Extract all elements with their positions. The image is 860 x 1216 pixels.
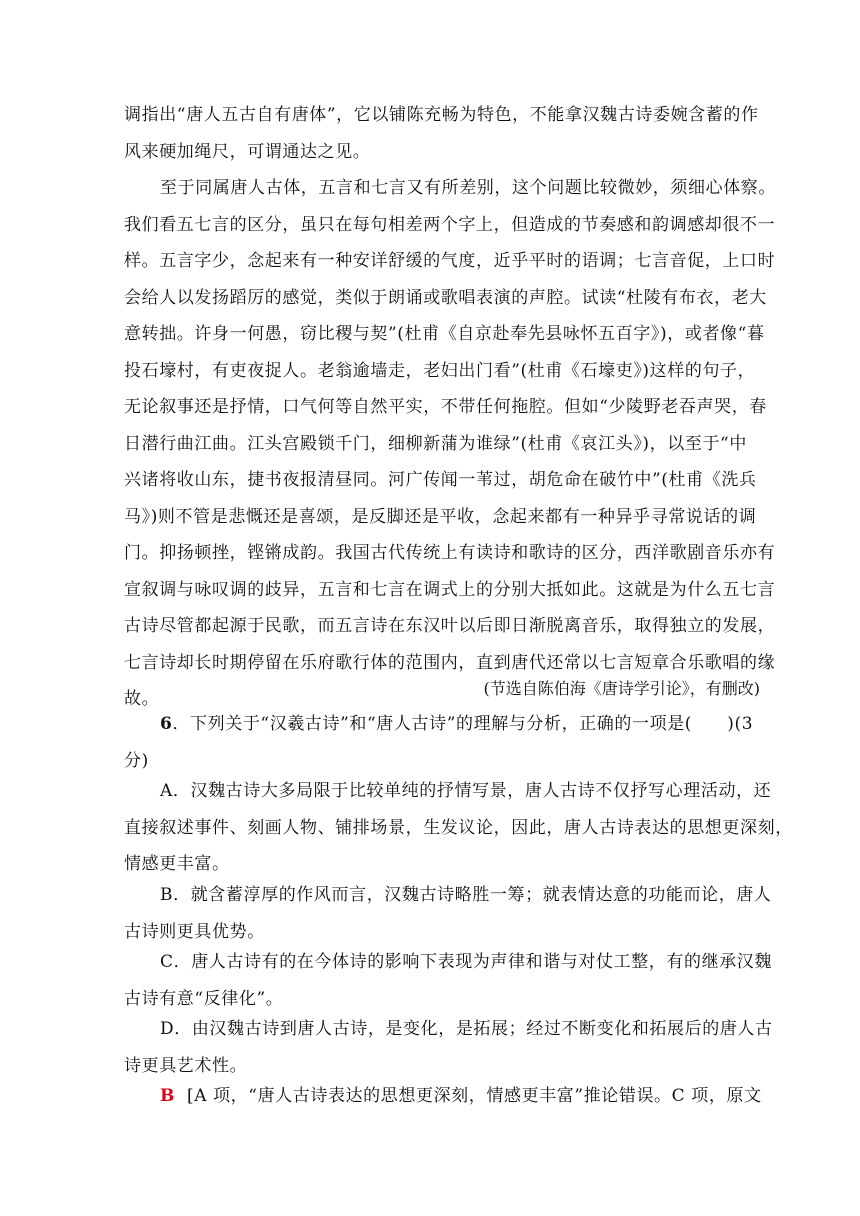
text-line: 宣叙调与咏叹调的歧异，五言和七言在调式上的分别大抵如此。这就是为什么五七言	[124, 579, 776, 600]
option-line: B．就含蓄淳厚的作风而言，汉魏古诗略胜一筹；就表情达意的功能而论，唐人	[160, 885, 772, 905]
question-stem-text: ．下列关于“汉羲古诗”和“唐人古诗”的理解与分析，正确的一项是( )(3	[172, 714, 754, 734]
source-citation: (节选自陈伯海《唐诗学引论》，有删改)	[483, 679, 760, 698]
question-stem-line: 分)	[124, 750, 149, 771]
option-line: 情感更丰富。	[124, 854, 230, 874]
option-line: 古诗有意“反律化”。	[124, 988, 284, 1009]
text-line: 调指出“唐人五古自有唐体”，它以铺陈充畅为特色，不能拿汉魏古诗委婉含蓄的作	[124, 105, 759, 125]
text-line: 古诗尽管都起源于民歌，而五言诗在东汉叶以后即日渐脱离音乐，取得独立的发展，	[124, 616, 776, 636]
text-line: 七言诗却长时期停留在乐府歌行体的范围内，直到唐代还常以七言短章合乐歌唱的缘	[124, 652, 776, 673]
option-line: A．汉魏古诗大多局限于比较单纯的抒情写景，唐人古诗不仅抒写心理活动，还	[160, 781, 772, 801]
question-number: 6	[160, 714, 173, 734]
answer-line	[124, 1078, 760, 1115]
paragraph-2	[124, 170, 776, 718]
answer-text: [A 项，“唐人古诗表达的思想更深刻，情感更丰富”推论错误。C 项，原文	[186, 1086, 762, 1106]
text-line: 意转拙。许身一何愚，窃比稷与契”(杜甫《自京赴奉先县咏怀五百字》)，或者像“暮	[124, 324, 765, 344]
option-c	[124, 944, 773, 1017]
text-line: 会给人以发扬蹈厉的感觉，类似于朗诵或歌唱表演的声腔。试读“杜陵有布衣，老大	[124, 287, 767, 308]
text-line: 门。抑扬顿挫，铿锵成韵。我国古代传统上有读诗和歌诗的区分，西洋歌剧音乐亦有	[124, 543, 776, 563]
answer-letter: B	[160, 1086, 175, 1106]
text-line: 马》)则不管是悲慨还是喜颂，是反脚还是平收，念起来都有一种异乎寻常说话的调	[124, 506, 757, 527]
text-line: 风来硬加绳尺，可谓通达之见。	[124, 141, 371, 162]
text-line: 日潜行曲江曲。江头宫殿锁千门，细柳新蒲为谁绿”(杜甫《哀江头》)，以至于“中	[124, 433, 747, 454]
option-line: D．由汉魏古诗到唐人古诗，是变化，是拓展；经过不断变化和拓展后的唐人古	[160, 1019, 773, 1039]
text-line: 无论叙事还是抒情，口气何等自然平实，不带任何拖腔。但如“少陵野老吞声哭，春	[124, 397, 767, 417]
text-line: 兴诸将收山东，捷书夜报清昼同。河广传闻一苇过，胡危命在破竹中”(杜甫《洗兵	[124, 470, 757, 490]
answer-explanation	[124, 1078, 760, 1115]
option-line: 直接叙述事件、刻画人物、铺排场景，生发议论，因此，唐人古诗表达的思想更深刻，	[124, 817, 793, 838]
paragraph-1	[124, 97, 760, 170]
text-line: 故。	[124, 689, 160, 709]
option-d	[124, 1011, 773, 1084]
text-line: 投石壕村，有吏夜捉人。老翁逾墙走，老妇出门看”(杜甫《石壕吏》)这样的句子，	[124, 360, 756, 381]
option-line: 古诗则更具优势。	[124, 921, 265, 942]
question-stem-line	[124, 706, 760, 743]
question-6	[124, 706, 760, 779]
option-line: C．唐人古诗有的在今体诗的影响下表现为声律和谐与对仗工整，有的继承汉魏	[160, 952, 773, 972]
option-a	[124, 773, 793, 883]
text-line: 我们看五七言的区分，虽只在每句相差两个字上，但造成的节奏感和韵调感却很不一	[124, 214, 776, 235]
text-line: 样。五言字少，念起来有一种安详舒缓的气度，近乎平时的语调；七言音促，上口时	[124, 251, 776, 271]
option-line: 诗更具艺术性。	[124, 1055, 248, 1076]
text-line: 至于同属唐人古体，五言和七言又有所差别，这个问题比较微妙，须细心体察。	[160, 178, 776, 198]
option-b	[124, 877, 772, 950]
